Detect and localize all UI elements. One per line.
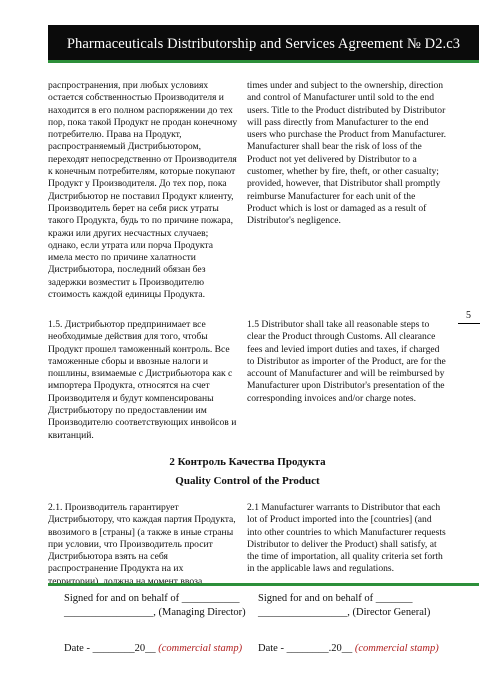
signature-left [64,592,249,656]
page-number-rule [458,323,480,324]
signature-left-line2: _________________, (Managing Director) [64,607,246,618]
signature-left-line1: Signed for and on behalf of ___________ [64,593,240,604]
commercial-stamp-left: (commercial stamp) [158,643,243,654]
page-number: 5 [466,310,471,321]
paragraph-1-5-english: 1.5 Distributor shall take all reasonable steps to clear the Product through Customs. All clearance fees and levied import duties and taxes, if charged to Distributor as importer of the Product, are for the account of Manufacturer and will be reimbursed by Manufacturer upon Distributor's presentation of the corresponding invoices and/or charge notes. [247,319,446,404]
document-title: Pharmaceuticals Distributorship and Services Agreement № D2.c3 [66,35,461,52]
document-header [48,25,479,63]
paragraph-2-1-russian: 2.1. Производитель гарантирует Дистрибьютору, что каждая партия Продукта, ввозимого в [страны] (а также в иные страны при условии, что Производитель просит Дистрибьютора взять на себя распространение Продукта на их территории), должна на момент ввоза [48,502,236,587]
signature-right-line2: _________________, (Director General) [258,607,431,618]
signature-block [48,583,479,681]
section-title-english: Quality Control of the Product [175,475,320,487]
signature-left-date [64,642,249,656]
signature-right-date [258,642,458,656]
paragraph-1-english: times under and subject to the ownership, direction and control of Manufacturer until sold to the end users. Title to the Product distributed by Distributor will pass directly from Manufacturer to the end users who purchase the Product from Manufacturer. Manufacturer shall bear the risk of loss of the Product not yet delivered by Distributor to a customer, whether by fire, theft, or other casualty; provided, however, that Distributor shall promptly reimburse Manufacturer for each unit of the Product which is lost or damaged as a result of Distributor's negligence. [247,80,447,227]
paragraph-2-1-english: 2.1 Manufacturer warrants to Distributor that each lot of Product imported into the [countries] (and into other countries to which Manufacturer requests Distributor to deliver the Product) shall satisfy, at the time of importation, all quality criteria set forth in the applicable laws and regulations. [247,502,446,575]
section-title-russian: 2 Контроль Качества Продукта [169,456,326,468]
commercial-stamp-right: (commercial stamp) [354,643,439,654]
signature-right-date-text: Date - ________.20__ [258,643,355,654]
signature-left-date-text: Date - ________20__ [64,643,159,654]
paragraph-1-5-russian: 1.5. Дистрибьютор предпринимает все необходимые действия для того, чтобы Продукт прошел таможенный контроль. Все таможенные сборы и ввозные налоги и пошлины, взимаемые с Дистрибьютора как с импортера Продукта, относятся на счет Производителя и будут компенсированы Дистрибьютору по предоставлении им Производителю соответствующих инвойсов и квитанций. [48,319,237,441]
paragraph-1-russian: распространения, при любых условиях остается собственностью Производителя и находится в его полном распоряжении до тех пор, пока такой Продукт не продан конечному потребителю. Права на Продукт, распространяемый Дистрибьютором, переходят непосредственно от Производителя к конечным потребителям, которые покупают Продукт у Производителя. До тех пор, пока Дистрибьютор не поставил Продукт клиенту, Производитель берет на себя риск утраты такого Продукта, будь то по причине пожара, кражи или других несчастных случаев; однако, если утрата или порча Продукта имела место по причине халатности Дистрибьютора, последний обязан без задержки возместит ь Производителю стоимость каждой единицы Продукта. [48,80,238,301]
signature-right-line1: Signed for and on behalf of _______ [258,593,413,604]
signature-right [258,592,458,656]
